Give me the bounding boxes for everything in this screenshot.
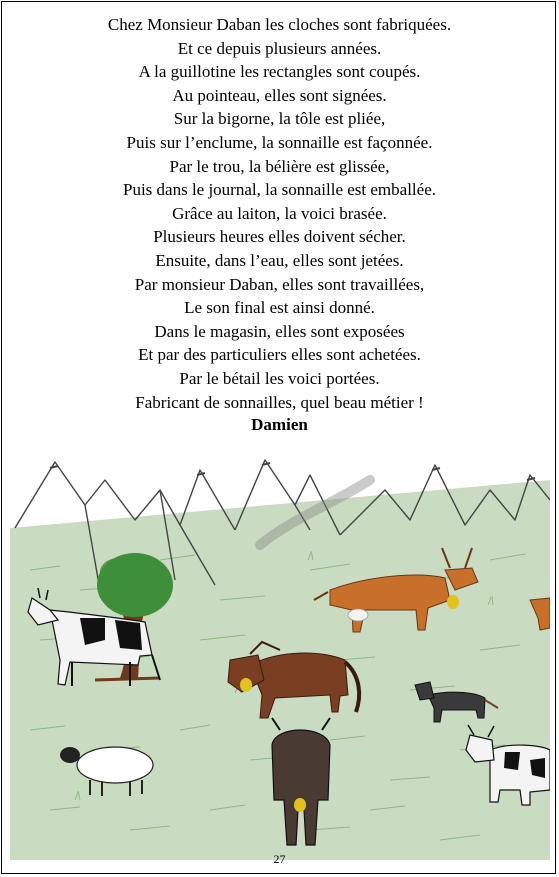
poem-line: Puis dans le journal, la sonnaille est emballée. — [122, 180, 436, 200]
child-drawing — [10, 450, 550, 860]
poem-line: Plusieurs heures elles doivent sécher. — [153, 227, 406, 247]
poem-line: Puis sur l’enclume, la sonnaille est façonnée. — [126, 132, 433, 152]
poem-line: Dans le magasin, elles sont exposées — [154, 321, 405, 341]
poem-line: Par le trou, la bélière est glissée, — [169, 156, 390, 176]
poem-line: Sur la bigorne, la tôle est pliée, — [173, 109, 386, 129]
poem-line: Ensuite, dans l’eau, elles sont jetées. — [155, 250, 404, 270]
poem-line: Et par des particuliers elles sont achetées. — [138, 345, 421, 365]
poem — [0, 13, 559, 414]
poem-line: Le son final est ainsi donné. — [184, 298, 375, 318]
poem-line: Par monsieur Daban, elles sont travaillées, — [134, 274, 425, 294]
poem-line: Grâce au laiton, la voici brasée. — [172, 203, 387, 223]
poem-author: Damien — [251, 415, 308, 434]
poem-line: Par le bétail les voici portées. — [179, 368, 380, 388]
poem-line: Et ce depuis plusieurs années. — [177, 38, 382, 58]
poem-line: Fabricant de sonnailles, quel beau métier ! — [135, 392, 424, 412]
poem-line: A la guillotine les rectangles sont coupés. — [138, 62, 421, 82]
poem-line: Au pointeau, elles sont signées. — [172, 85, 387, 105]
page-number: 27 — [273, 852, 286, 866]
poem-line: Chez Monsieur Daban les cloches sont fabriquées. — [107, 15, 452, 34]
